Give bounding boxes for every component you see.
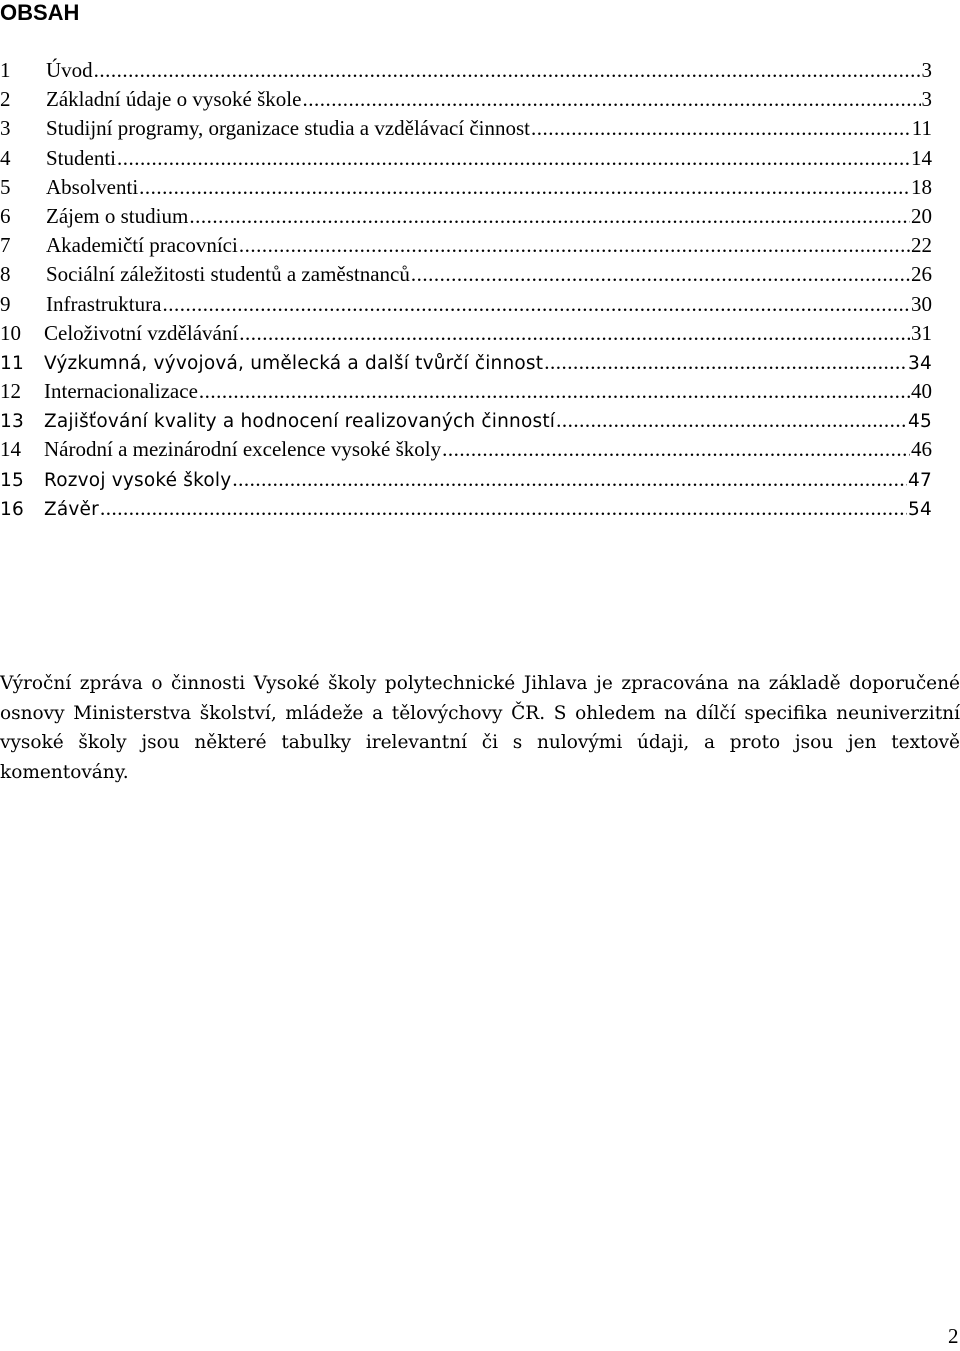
- toc-title: Internacionalizace: [44, 379, 198, 404]
- toc-page-number: 14: [911, 145, 932, 170]
- toc-leader-dots: [100, 494, 907, 523]
- toc-number: 1: [0, 58, 11, 82]
- toc-entry-11[interactable]: [0, 348, 932, 377]
- toc-title: Úvod: [46, 58, 93, 82]
- toc-title: Infrastruktura: [46, 291, 162, 316]
- toc-page-number: 31: [911, 320, 932, 345]
- toc-leader-dots: [117, 144, 910, 173]
- toc-page-number: 34: [908, 352, 932, 374]
- page-title: OBSAH: [0, 0, 80, 25]
- toc-leader-dots: [302, 85, 920, 114]
- toc-title: Absolventi: [46, 174, 139, 199]
- toc-page-number: 22: [911, 233, 932, 258]
- toc-title: Zajišťování kvality a hodnocení realizovaných činností: [44, 411, 556, 433]
- toc-entry-5[interactable]: [0, 173, 932, 202]
- toc-entry-12[interactable]: [0, 377, 932, 406]
- toc-leader-dots: [239, 231, 910, 260]
- toc-entry-16[interactable]: [0, 494, 932, 523]
- toc-number: 10: [0, 320, 21, 345]
- toc-page-number: 45: [908, 411, 932, 433]
- toc-title: Základní údaje o vysoké škole: [46, 87, 302, 112]
- toc-title: Zájem o studium: [46, 203, 189, 228]
- toc-number: 15: [0, 469, 24, 491]
- toc-page-number: 54: [908, 498, 932, 520]
- toc-number: 12: [0, 379, 21, 404]
- toc-title: Národní a mezinárodní excelence vysoké školy: [44, 437, 442, 462]
- toc-number: 3: [0, 116, 11, 141]
- toc-leader-dots: [94, 56, 921, 85]
- toc-leader-dots: [239, 319, 910, 348]
- toc-page-number: 18: [911, 174, 932, 199]
- toc-leader-dots: [139, 173, 910, 202]
- toc-leader-dots: [411, 260, 910, 289]
- toc-page-number: 20: [911, 203, 932, 228]
- toc-page-number: 26: [911, 262, 932, 287]
- toc-leader-dots: [442, 435, 910, 464]
- table-of-contents: [0, 56, 932, 523]
- toc-number: 14: [0, 437, 21, 462]
- toc-leader-dots: [162, 290, 910, 319]
- toc-entry-15[interactable]: [0, 465, 932, 494]
- toc-title: Celoživotní vzdělávání: [44, 320, 239, 345]
- toc-entry-6[interactable]: [0, 202, 932, 231]
- toc-entry-7[interactable]: [0, 231, 932, 260]
- toc-entry-9[interactable]: [0, 290, 932, 319]
- toc-page-number: 46: [911, 437, 932, 462]
- toc-number: 4: [0, 145, 11, 170]
- toc-title: Studenti: [46, 145, 117, 170]
- toc-number: 11: [0, 352, 24, 374]
- toc-page-number: 47: [908, 469, 932, 491]
- toc-entry-13[interactable]: [0, 406, 932, 435]
- toc-leader-dots: [531, 114, 911, 143]
- toc-leader-dots: [544, 348, 907, 377]
- toc-page-number: 3: [921, 58, 932, 82]
- toc-entry-14[interactable]: [0, 435, 932, 464]
- toc-page-number: 40: [911, 379, 932, 404]
- toc-title: Akademičtí pracovníci: [46, 233, 238, 258]
- toc-page-number: 30: [911, 291, 932, 316]
- toc-number: 16: [0, 498, 24, 520]
- intro-paragraph: Výroční zpráva o činnosti Vysoké školy polytechnické Jihlava je zpracována na základě doporučené osnovy Ministerstva školství, mládeže a tělovýchovy ČR. S ohledem na dílčí specifika neuniverzitní vysoké školy jsou některé tabulky irelevantní či s nulovými údaji, a proto jsou jen textově komentovány.: [0, 673, 960, 783]
- toc-title: Sociální záležitosti studentů a zaměstnanců: [46, 262, 410, 287]
- toc-entry-10[interactable]: [0, 319, 932, 348]
- toc-entry-2[interactable]: [0, 85, 932, 114]
- toc-number: 9: [0, 291, 11, 316]
- toc-number: 6: [0, 203, 11, 228]
- toc-title: Závěr: [44, 498, 99, 520]
- toc-entry-4[interactable]: [0, 144, 932, 173]
- toc-number: 7: [0, 233, 11, 258]
- toc-leader-dots: [556, 406, 907, 435]
- toc-entry-3[interactable]: [0, 114, 932, 143]
- toc-entry-8[interactable]: [0, 260, 932, 289]
- toc-leader-dots: [232, 465, 907, 494]
- toc-title: Studijní programy, organizace studia a vzdělávací činnost: [46, 116, 531, 141]
- toc-entry-1[interactable]: [0, 56, 932, 85]
- toc-title: Výzkumná, vývojová, umělecká a další tvůrčí činnost: [44, 352, 544, 374]
- toc-page-number: 11: [911, 116, 932, 141]
- toc-leader-dots: [199, 377, 910, 406]
- toc-number: 5: [0, 174, 11, 199]
- toc-number: 2: [0, 87, 11, 112]
- toc-number: 8: [0, 262, 11, 287]
- toc-title: Rozvoj vysoké školy: [44, 469, 232, 491]
- page-number: 2: [948, 1324, 959, 1348]
- toc-number: 13: [0, 411, 24, 433]
- toc-leader-dots: [189, 202, 910, 231]
- toc-page-number: 3: [921, 87, 932, 112]
